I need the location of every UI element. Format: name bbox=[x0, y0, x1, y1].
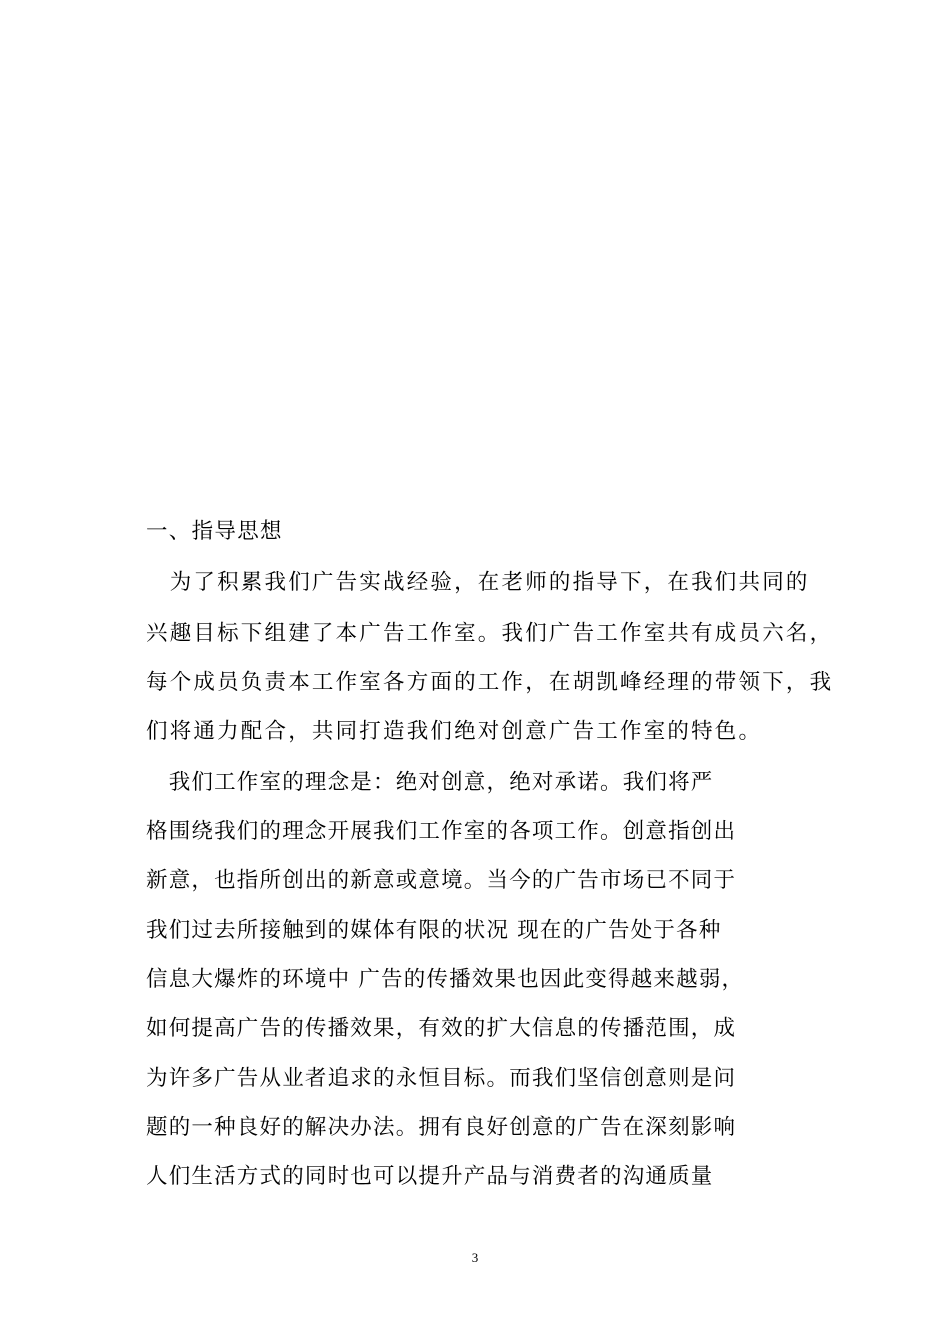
paragraph-1-line-1: 为了积累我们广告实战经验，在老师的指导下，在我们共同的 bbox=[146, 570, 810, 595]
paragraph-1-line-3: 每个成员负责本工作室各方面的工作，在胡凯峰经理的带领下，我 bbox=[146, 670, 834, 695]
paragraph-1-line-4: 们将通力配合，共同打造我们绝对创意广告工作室的特色。 bbox=[146, 719, 763, 744]
paragraph-2-line-9: 人们生活方式的同时也可以提升产品与消费者的沟通质量 bbox=[146, 1164, 714, 1189]
page-number: 3 bbox=[471, 1250, 479, 1265]
paragraph-2-line-7: 为许多广告从业者追求的永恒目标。而我们坚信创意则是问 bbox=[146, 1066, 737, 1091]
paragraph-2-line-6: 如何提高广告的传播效果，有效的扩大信息的传播范围，成 bbox=[146, 1016, 737, 1041]
paragraph-2-line-2: 格围绕我们的理念开展我们工作室的各项工作。创意指创出 bbox=[146, 819, 737, 844]
paragraph-2-line-3: 新意，也指所创出的新意或意境。当今的广告市场已不同于 bbox=[146, 868, 737, 893]
paragraph-1-line-2: 兴趣目标下组建了本广告工作室。我们广告工作室共有成员六名， bbox=[146, 621, 834, 646]
paragraph-2-line-8: 题的一种良好的解决办法。拥有良好创意的广告在深刻影响 bbox=[146, 1115, 737, 1140]
paragraph-2-line-1: 我们工作室的理念是：绝对创意，绝对承诺。我们将严 bbox=[146, 770, 714, 795]
section-heading: 一、指导思想 bbox=[146, 519, 283, 544]
paragraph-2-line-5: 信息大爆炸的环境中 广告的传播效果也因此变得越来越弱， bbox=[146, 967, 745, 992]
paragraph-2-line-4: 我们过去所接触到的媒体有限的状况 现在的广告处于各种 bbox=[146, 918, 722, 943]
